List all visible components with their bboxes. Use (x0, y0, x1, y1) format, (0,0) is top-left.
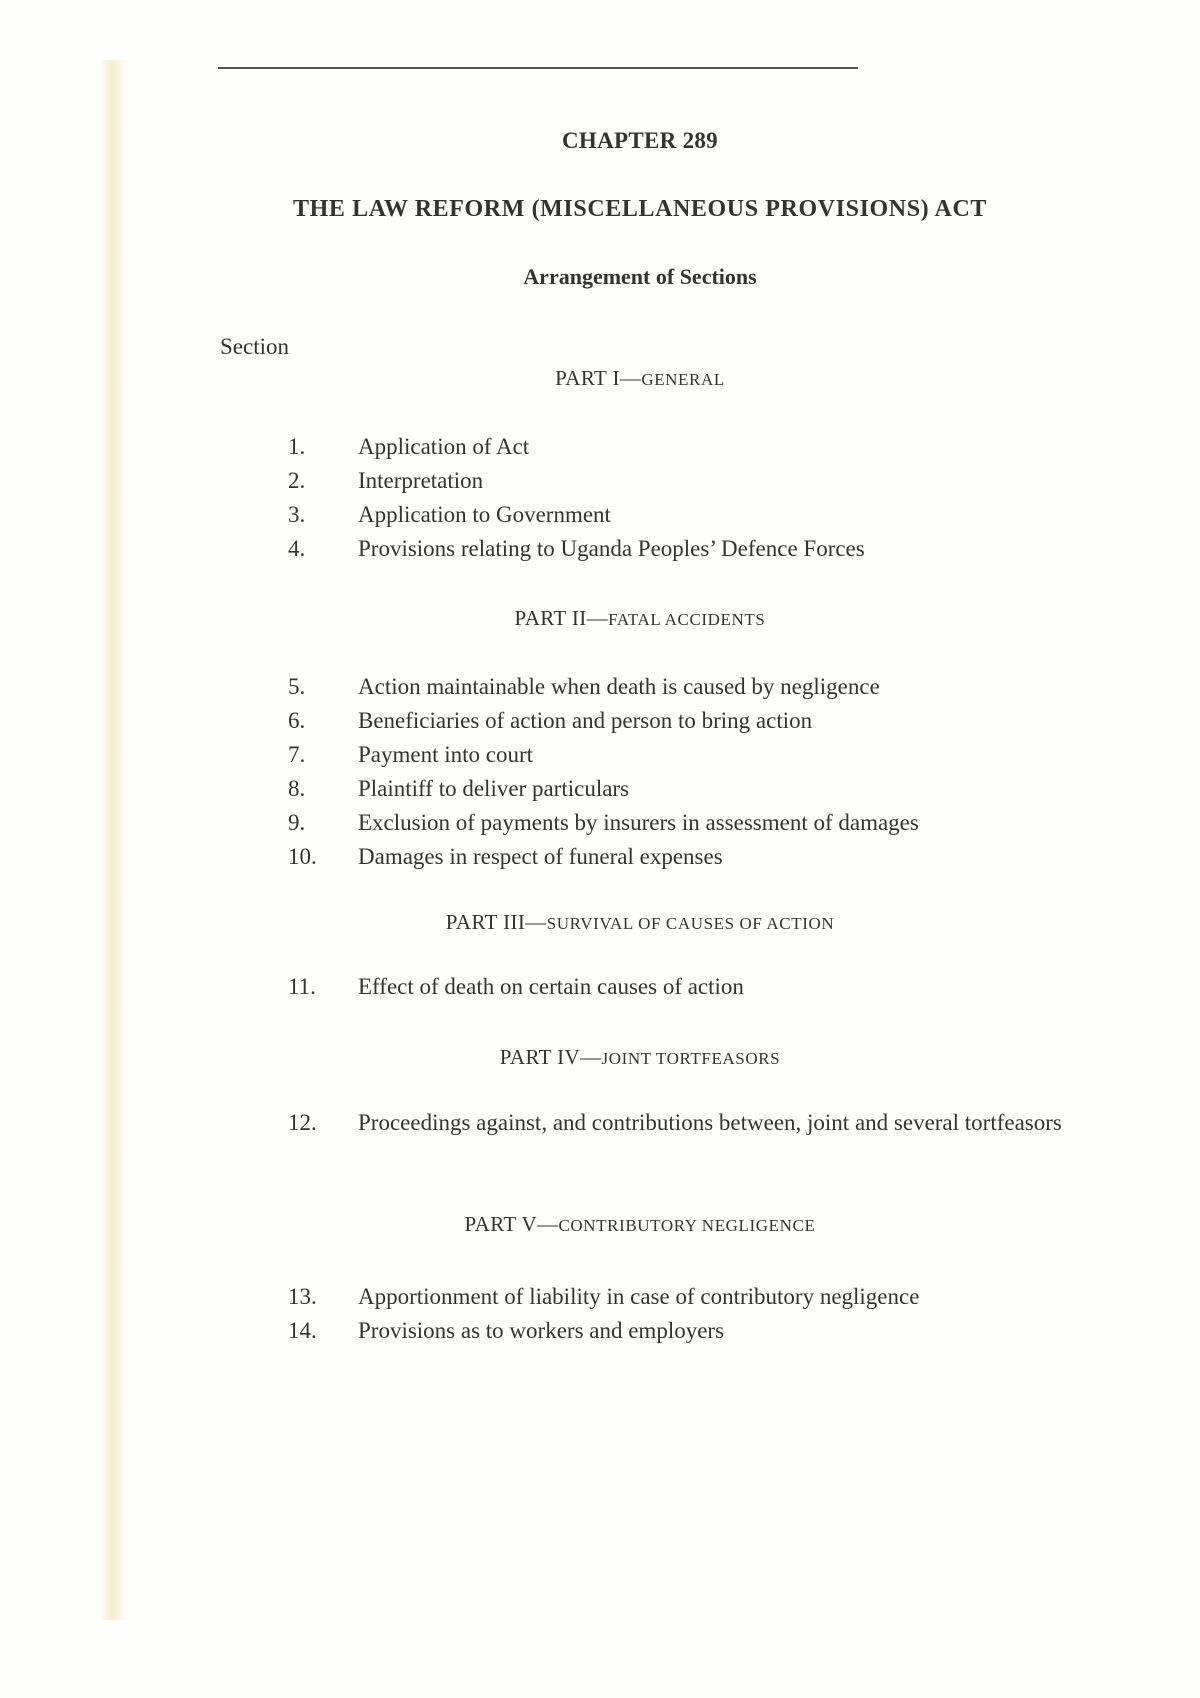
chapter-heading: CHAPTER 289 (561, 128, 718, 153)
act-title: THE LAW REFORM (MISCELLANEOUS PROVISIONS) ACT (293, 196, 987, 222)
section-column-label: Section (220, 334, 289, 359)
section-item (288, 670, 1088, 704)
part-heading-4 (0, 1045, 1200, 1070)
section-number: 6. (288, 708, 306, 733)
section-number: 3. (288, 502, 306, 527)
section-item (288, 464, 1088, 498)
arrangement-heading: Arrangement of Sections (523, 264, 757, 289)
part-name: CONTRIBUTORY NEGLIGENCE (558, 1216, 816, 1235)
section-title: Payment into court (358, 742, 534, 767)
section-number: 14. (288, 1318, 317, 1343)
section-number: 10. (288, 844, 317, 869)
section-item (288, 738, 1088, 772)
section-title: Interpretation (358, 468, 484, 493)
section-item (288, 840, 1088, 874)
part-name: FATAL ACCIDENTS (608, 610, 766, 629)
part-heading-2 (0, 606, 1200, 631)
part-prefix: PART III— (445, 910, 547, 934)
top-rule-divider (218, 67, 858, 69)
section-title: Beneficiaries of action and person to bring action (358, 708, 813, 733)
section-title: Effect of death on certain causes of action (358, 974, 744, 999)
section-item (288, 532, 1088, 566)
page-edge-shadow (100, 60, 126, 1620)
section-number: 13. (288, 1284, 317, 1309)
section-title: Action maintainable when death is caused by negligence (358, 674, 880, 699)
part-prefix: PART V— (464, 1212, 559, 1236)
part-heading-5 (0, 1212, 1200, 1237)
section-title: Damages in respect of funeral expenses (358, 844, 723, 869)
section-item (288, 1106, 1088, 1140)
section-number: 5. (288, 674, 306, 699)
section-number: 12. (288, 1110, 317, 1135)
section-number: 2. (288, 468, 306, 493)
section-title: Application to Government (358, 502, 611, 527)
section-item (288, 772, 1088, 806)
section-item (288, 970, 1088, 1004)
section-number: 9. (288, 810, 306, 835)
section-item (288, 1314, 1088, 1348)
section-title: Proceedings against, and contributions between, joint and several tortfeasors (358, 1110, 1062, 1135)
section-item (288, 806, 1088, 840)
part-prefix: PART IV— (499, 1045, 602, 1069)
part-name: JOINT TORTFEASORS (601, 1049, 781, 1068)
section-number: 1. (288, 434, 306, 459)
section-number: 11. (288, 974, 316, 999)
part-prefix: PART II— (514, 606, 609, 630)
part-name: GENERAL (641, 370, 725, 389)
part-heading-1 (0, 366, 1200, 391)
section-number: 4. (288, 536, 306, 561)
section-title: Application of Act (358, 434, 530, 459)
section-item (288, 704, 1088, 738)
section-item (288, 1280, 1088, 1314)
part-name: SURVIVAL OF CAUSES OF ACTION (546, 914, 835, 933)
part-heading-3 (0, 910, 1200, 935)
section-number: 8. (288, 776, 306, 801)
section-title: Provisions as to workers and employers (358, 1318, 725, 1343)
section-item (288, 430, 1088, 464)
part-prefix: PART I— (555, 366, 642, 390)
section-title: Exclusion of payments by insurers in assessment of damages (358, 810, 919, 835)
section-title: Plaintiff to deliver particulars (358, 776, 630, 801)
section-item (288, 498, 1088, 532)
section-title: Provisions relating to Uganda Peoples’ Defence Forces (358, 536, 865, 561)
section-number: 7. (288, 742, 306, 767)
section-title: Apportionment of liability in case of contributory negligence (358, 1284, 920, 1309)
